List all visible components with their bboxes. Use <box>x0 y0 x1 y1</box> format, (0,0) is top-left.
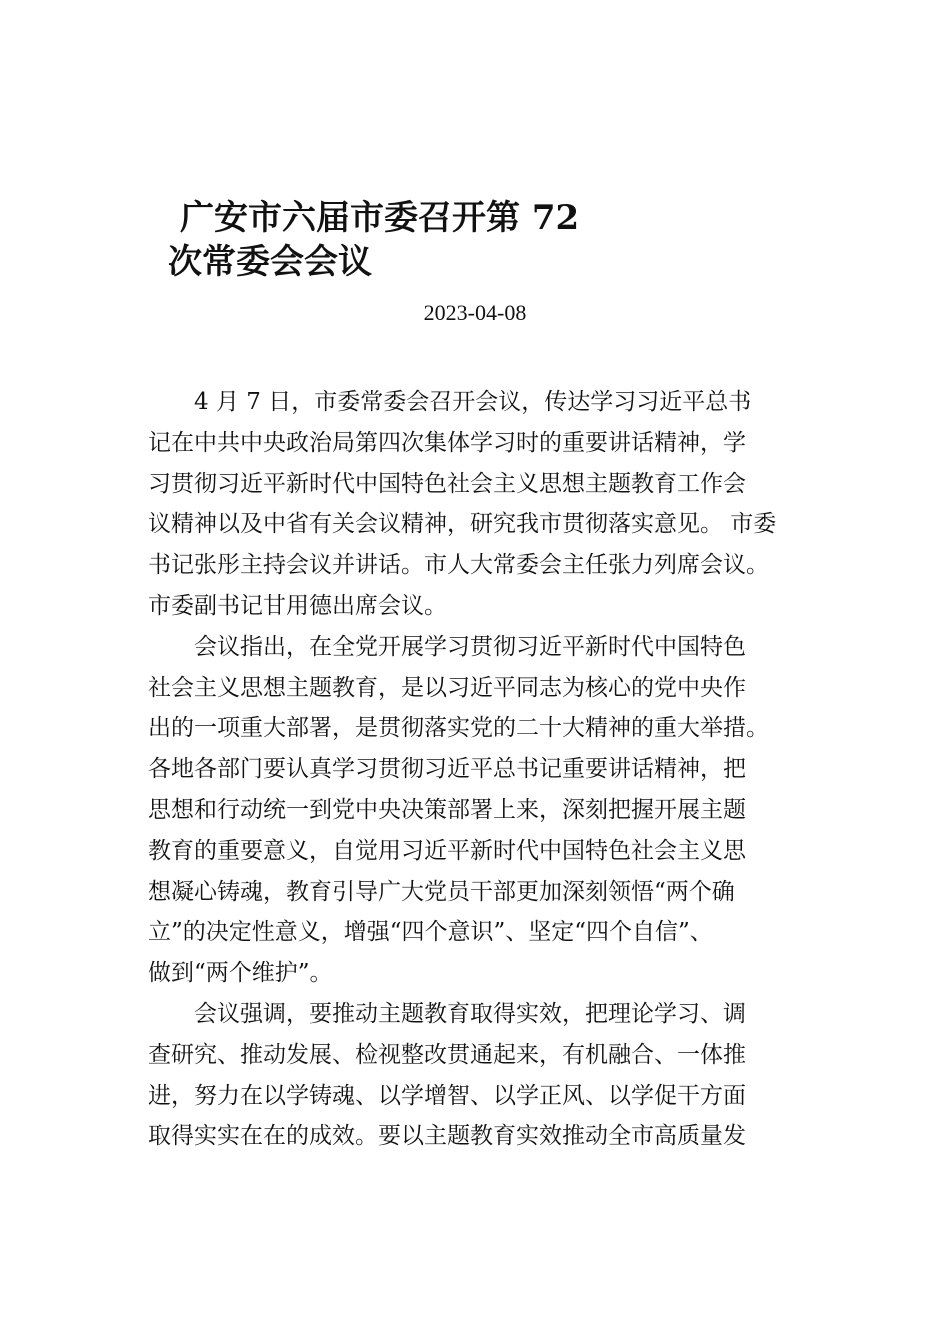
text-line: 思想和行动统一到党中央决策部署上来，深刻把握开展主题 <box>148 796 746 823</box>
paragraph-2 <box>148 627 828 994</box>
text-line: 各地各部门要认真学习贯彻习近平总书记重要讲话精神，把 <box>148 756 746 783</box>
text-line: 会议指出，在全党开展学习贯彻习近平新时代中国特色 <box>194 633 746 660</box>
text-line: 会议强调，要推动主题教育取得实效，把理论学习、调 <box>194 1000 746 1027</box>
text-line: 习贯彻习近平新时代中国特色社会主义思想主题教育工作会 <box>148 470 746 497</box>
article-title-line-2: 次常委会会议 <box>168 242 372 282</box>
text-line: 议精神以及中省有关会议精神，研究我市贯彻落实意见。 市委 <box>148 511 777 538</box>
text-line: 社会主义思想主题教育，是以习近平同志为核心的党中央作 <box>148 674 746 701</box>
text-line: 立”的决定性意义，增强“四个意识”、坚定“四个自信”、 <box>148 919 713 946</box>
text-line: 书记张彤主持会议并讲话。市人大常委会主任张力列席会议。 <box>148 552 769 579</box>
text-line: 教育的重要意义，自觉用习近平新时代中国特色社会主义思 <box>148 837 746 864</box>
text-line: 进，努力在以学铸魂、以学增智、以学正风、以学促干方面 <box>148 1082 746 1109</box>
text-line: 做到“两个维护”。 <box>148 960 333 987</box>
text-line: 查研究、推动发展、检视整改贯通起来，有机融合、一体推 <box>148 1041 746 1068</box>
paragraph-1 <box>148 382 828 627</box>
text-line: 取得实实在在的成效。要以主题教育实效推动全市高质量发 <box>148 1123 746 1150</box>
article-title-line-1: 广安市六届市委召开第 72 <box>180 198 580 238</box>
article-body <box>148 382 828 1157</box>
article-title <box>168 196 608 284</box>
text-line: 出的一项重大部署，是贯彻落实党的二十大精神的重大举措。 <box>148 715 769 742</box>
text-line: 记在中共中央政治局第四次集体学习时的重要讲话精神，学 <box>148 429 746 456</box>
publish-date: 2023-04-08 <box>423 300 527 325</box>
paragraph-3 <box>148 994 828 1157</box>
text-line: 市委副书记甘用德出席会议。 <box>148 592 447 619</box>
text-line: 想凝心铸魂，教育引导广大党员干部更加深刻领悟“两个确 <box>148 878 735 905</box>
text-line: 4 月 7 日，市委常委会召开会议，传达学习习近平总书 <box>194 389 752 415</box>
